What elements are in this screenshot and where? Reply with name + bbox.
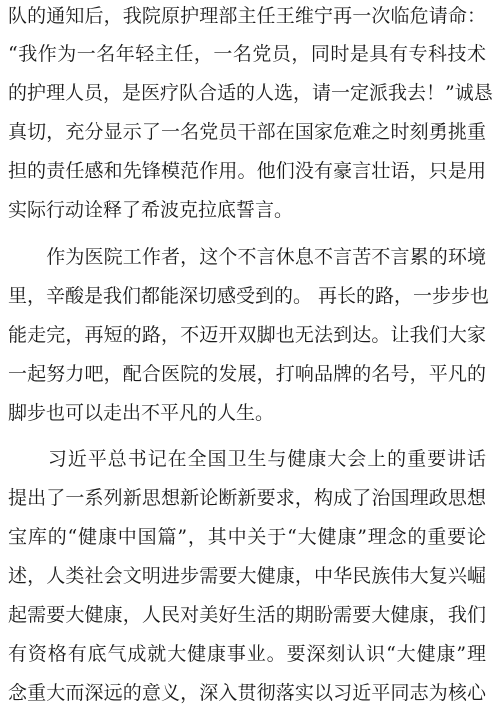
text-line-7: 作为医院工作者，这个不言休息不言苦不言累的环境 xyxy=(8,246,486,268)
text-line-13: 提出了一系列新思想新论断新要求，构成了治国理政思想 xyxy=(8,487,486,509)
text-line-4: 真切，充分显示了一名党员干部在国家危难之时刻勇挑重 xyxy=(8,121,486,143)
text-line-12: 习近平总书记在全国卫生与健康大会上的重要讲话 xyxy=(8,448,486,470)
text-line-8: 里，辛酸是我们都能深切感受到的。 再长的路，一步步也 xyxy=(8,285,490,307)
text-line-11: 脚步也可以走出不平凡的人生。 xyxy=(8,402,275,424)
text-line-14: 宝库的“健康中国篇”，其中关于“大健康”理念的重要论 xyxy=(8,526,486,548)
text-line-3: 的护理人员，是医疗队合适的人选，请一定派我去！”诚恳 xyxy=(8,82,493,104)
text-line-6: 实际行动诠释了希波克拉底誓言。 xyxy=(8,199,294,221)
text-line-2: “我作为一名年轻主任，一名党员，同时是具有专科技术 xyxy=(8,43,486,65)
text-line-18: 念重大而深远的意义，深入贯彻落实以习近平同志为核心 xyxy=(8,682,486,704)
text-line-17: 有资格有底气成就大健康事业。要深刻认识“大健康”理 xyxy=(8,643,486,665)
text-line-9: 能走完，再短的路，不迈开双脚也无法到达。让我们大家 xyxy=(8,324,486,346)
text-line-10: 一起努力吧，配合医院的发展，打响品牌的名号，平凡的 xyxy=(8,363,486,385)
text-line-1: 队的通知后，我院原护理部主任王维宁再一次临危请命： xyxy=(8,5,486,27)
text-line-5: 担的责任感和先锋模范作用。他们没有豪言壮语，只是用 xyxy=(8,160,486,182)
text-line-16: 起需要大健康，人民对美好生活的期盼需要大健康，我们 xyxy=(8,604,486,626)
text-line-15: 述，人类社会文明进步需要大健康，中华民族伟大复兴崛 xyxy=(8,565,486,587)
